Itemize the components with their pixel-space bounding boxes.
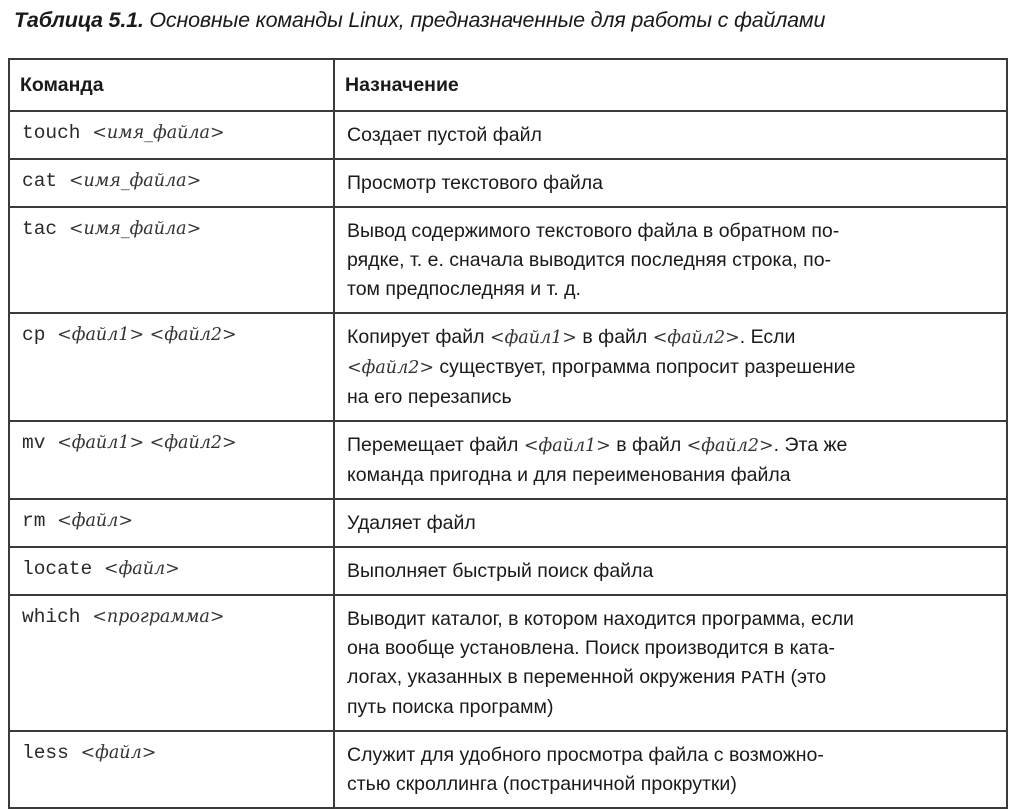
description-text: Служит для удобного просмотра файла с возможно-	[347, 744, 824, 766]
command-name: tac	[22, 218, 58, 240]
description-text: Копирует файл	[347, 326, 490, 348]
command-arguments: <имя_файла>	[68, 171, 202, 191]
description-text: в файл	[576, 326, 653, 348]
description-text: путь поиска программ)	[347, 696, 554, 718]
description-line	[347, 353, 994, 383]
description-line	[347, 663, 994, 693]
table-body	[9, 111, 1007, 808]
purpose-cell	[334, 313, 1007, 421]
description-line	[347, 741, 994, 770]
command-name: less	[22, 742, 69, 764]
description-text: Создает пустой файл	[347, 124, 542, 146]
table-row	[9, 731, 1007, 808]
description-line	[347, 275, 994, 304]
description-text: рядке, т. е. сначала выводится последняя строка, по-	[347, 249, 832, 271]
purpose-cell	[334, 547, 1007, 595]
description-line	[347, 383, 994, 412]
purpose-cell	[334, 421, 1007, 499]
table-row	[9, 207, 1007, 313]
description-line	[347, 557, 994, 586]
commands-table	[8, 58, 1008, 809]
description-text: Выполняет быстрый поиск файла	[347, 560, 654, 582]
description-text: логах, указанных в переменной окружения	[347, 666, 741, 688]
table-caption	[14, 8, 1014, 33]
argument-reference: <файл2>	[652, 328, 740, 348]
argument-reference: <файл1>	[489, 328, 577, 348]
description-text: Просмотр текстового файла	[347, 172, 604, 194]
description-text: существует, программа попросит разрешение	[434, 356, 856, 378]
description-text: стью скроллинга (постраничной прокрутки)	[347, 773, 737, 795]
command-cell	[9, 731, 334, 808]
env-variable: PATH	[740, 668, 786, 689]
description-line	[347, 169, 994, 198]
table-row	[9, 313, 1007, 421]
table-title: Основные команды Linux, предназначенные для работы с файлами	[149, 8, 826, 32]
description-text: в файл	[610, 434, 687, 456]
command-arguments: <имя_файла>	[92, 123, 225, 143]
command-cell	[9, 207, 334, 313]
description-line	[347, 121, 994, 150]
command-arguments: <файл>	[103, 559, 180, 579]
description-text: она вообще установлена. Поиск производится в ката-	[347, 637, 836, 659]
command-cell	[9, 111, 334, 159]
command-name: rm	[22, 510, 46, 532]
description-line	[347, 693, 994, 722]
command-cell	[9, 595, 334, 731]
command-name: which	[22, 606, 81, 628]
argument-reference: <файл2>	[347, 358, 435, 378]
description-text: (это	[785, 666, 827, 688]
description-text: . Эта же	[773, 434, 848, 456]
description-line	[347, 246, 994, 275]
description-line	[347, 217, 994, 246]
purpose-cell	[334, 159, 1007, 207]
table-number: Таблица 5.1.	[14, 8, 144, 32]
description-text: . Если	[739, 326, 796, 348]
table-header-row	[9, 59, 1007, 111]
argument-reference: <файл2>	[686, 436, 774, 456]
command-cell	[9, 499, 334, 547]
command-name: locate	[22, 558, 93, 580]
purpose-cell	[334, 499, 1007, 547]
description-text: Вывод содержимого текстового файла в обратном по-	[347, 220, 840, 242]
table-row	[9, 159, 1007, 207]
description-line	[347, 770, 994, 799]
description-line	[347, 634, 994, 663]
table-row	[9, 499, 1007, 547]
command-arguments: <файл>	[80, 743, 157, 763]
table-row	[9, 595, 1007, 731]
command-arguments: <имя_файла>	[68, 219, 202, 239]
purpose-cell	[334, 595, 1007, 731]
command-name: cp	[22, 324, 46, 346]
description-line	[347, 509, 994, 538]
command-arguments: <файл1> <файл2>	[57, 433, 237, 453]
command-arguments: <файл1> <файл2>	[57, 325, 237, 345]
purpose-cell	[334, 731, 1007, 808]
purpose-cell	[334, 111, 1007, 159]
command-cell	[9, 159, 334, 207]
table-row	[9, 547, 1007, 595]
column-header-purpose: Назначение	[334, 59, 1007, 111]
description-text: команда пригодна и для переименования файла	[347, 464, 791, 486]
description-text: том предпоследняя и т. д.	[347, 278, 581, 300]
command-cell	[9, 313, 334, 421]
table-row	[9, 111, 1007, 159]
column-header-command: Команда	[9, 59, 334, 111]
description-line	[347, 323, 994, 353]
description-text: Удаляет файл	[347, 512, 476, 534]
description-line	[347, 431, 994, 461]
command-arguments: <файл>	[57, 511, 133, 531]
command-name: mv	[22, 432, 46, 454]
command-name: touch	[22, 122, 81, 144]
table-row	[9, 421, 1007, 499]
description-text: Перемещает файл	[347, 434, 524, 456]
purpose-cell	[334, 207, 1007, 313]
description-line	[347, 605, 994, 634]
command-cell	[9, 421, 334, 499]
command-arguments: <программа>	[92, 607, 225, 627]
argument-reference: <файл1>	[523, 436, 611, 456]
command-name: cat	[22, 170, 58, 192]
command-cell	[9, 547, 334, 595]
description-text: Выводит каталог, в котором находится программа, если	[347, 608, 854, 630]
description-line	[347, 461, 994, 490]
description-text: на его перезапись	[347, 386, 512, 408]
